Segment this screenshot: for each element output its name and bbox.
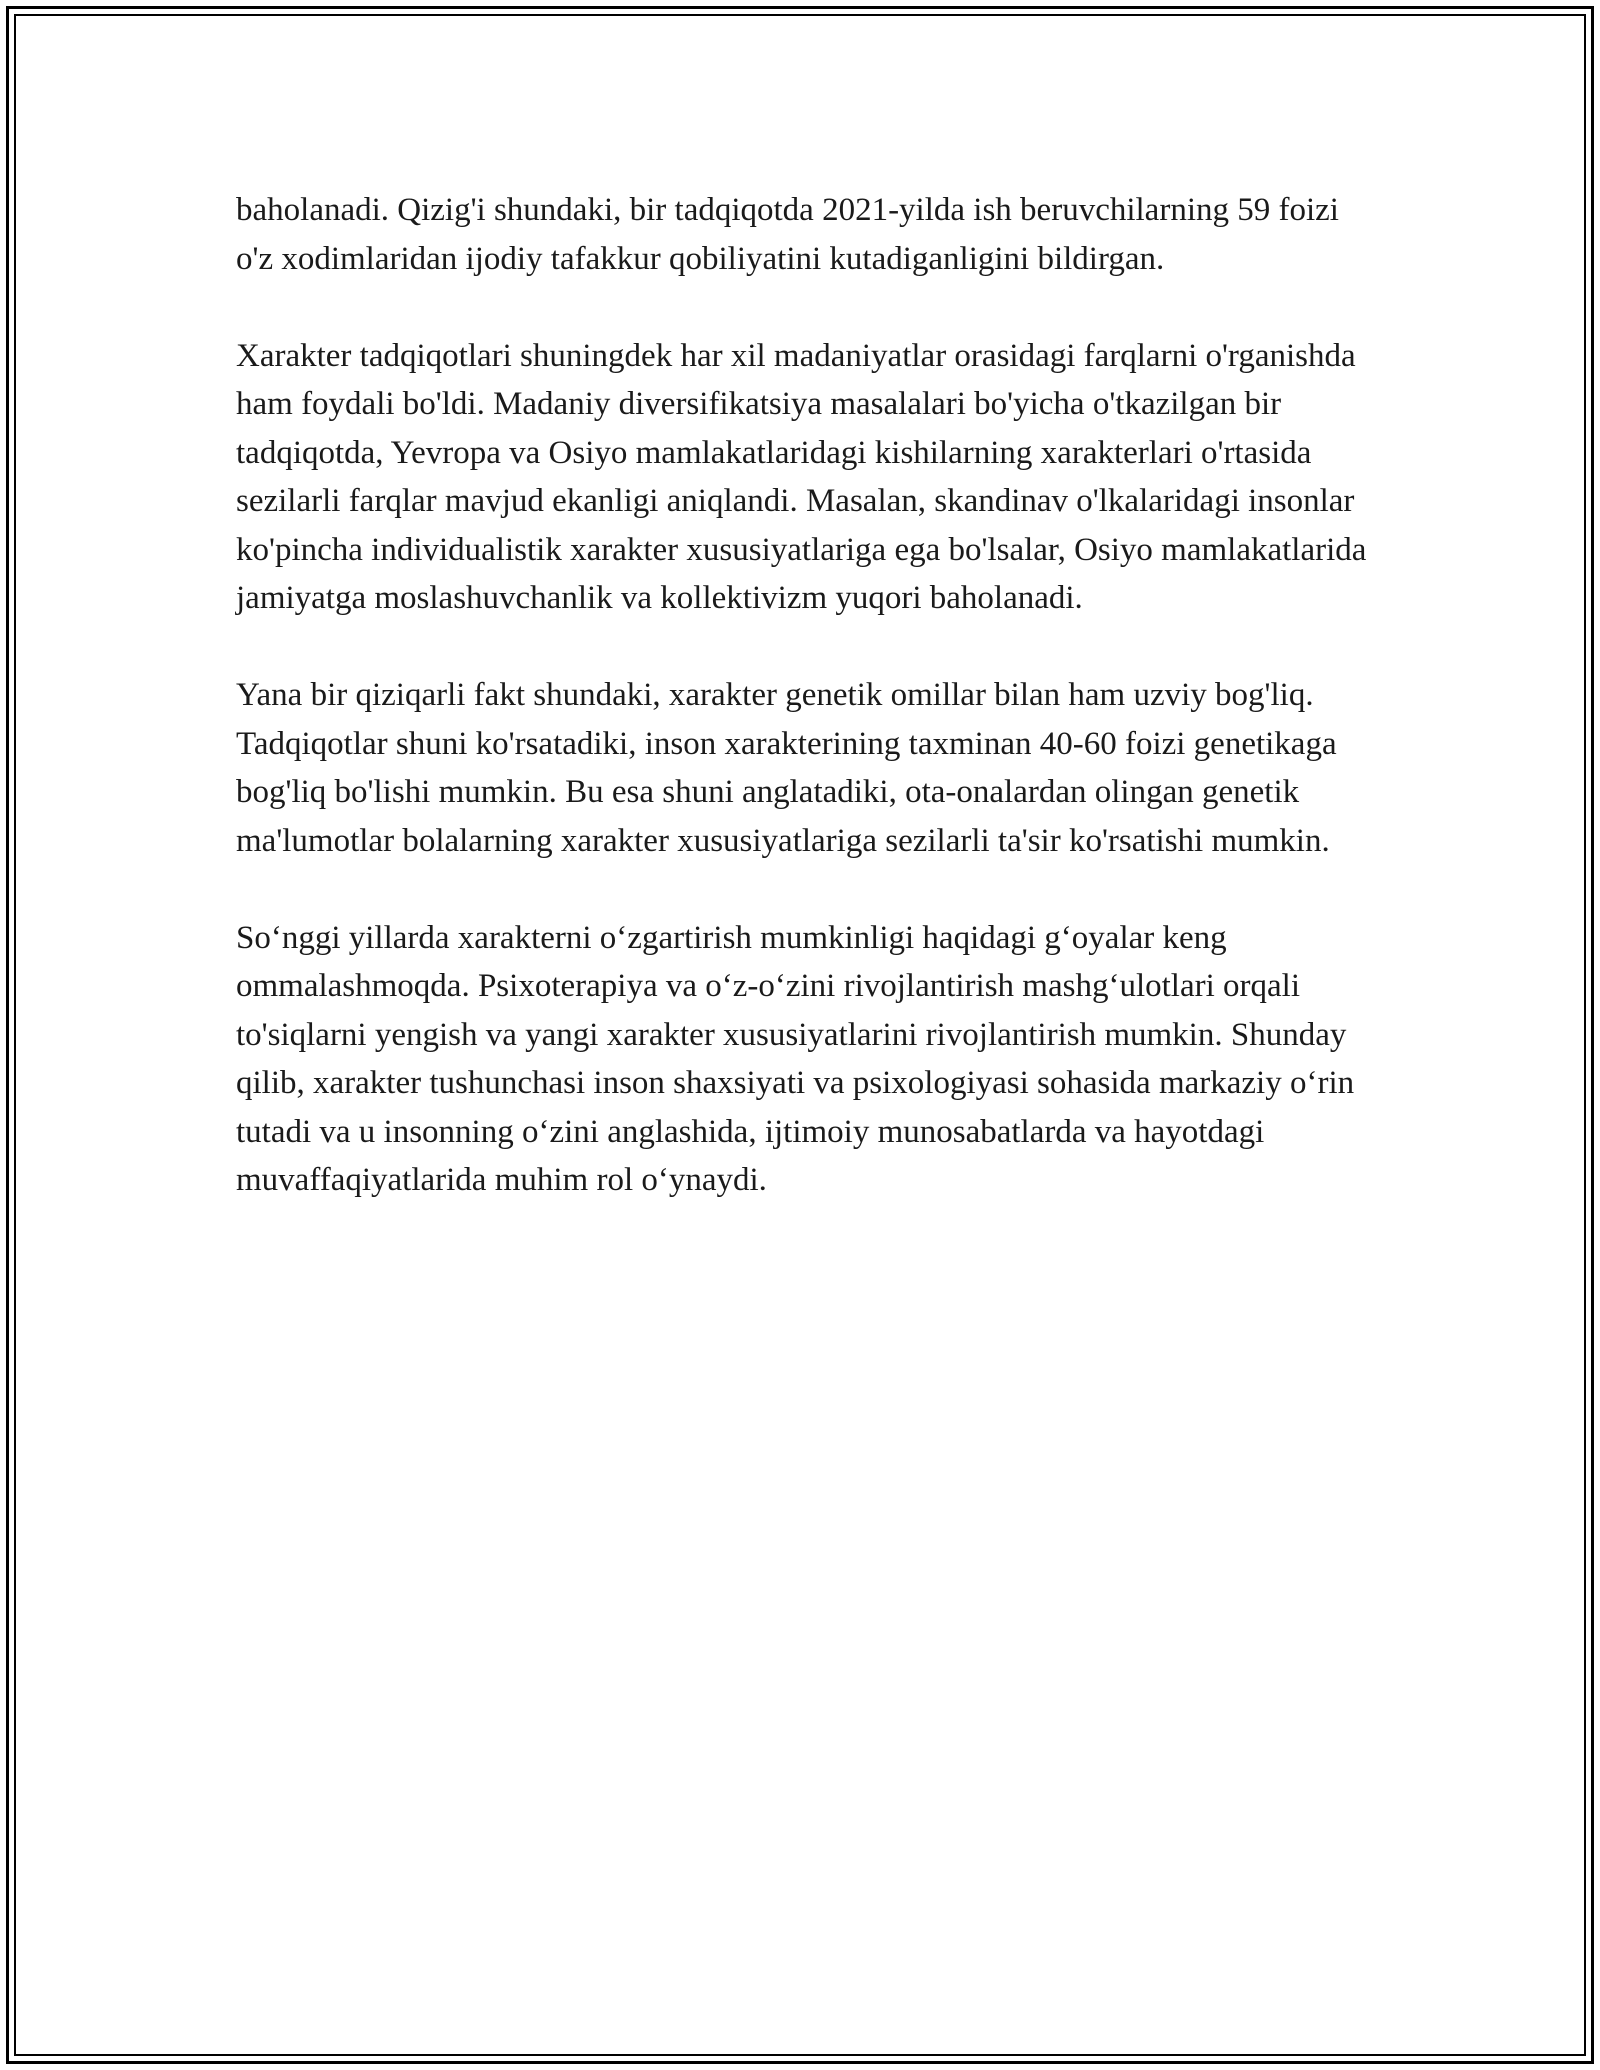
paragraph-1: baholanadi. Qizig'i shundaki, bir tadqiqotda 2021-yilda ish beruvchilarning 59 foizi o'z xodimlaridan ijodiy tafakkur qobiliyatini kutadiganligini bildirgan. [236, 192, 1339, 277]
document-body [236, 186, 1384, 1253]
paragraph-3: Yana bir qiziqarli fakt shundaki, xarakter genetik omillar bilan ham uzviy bog'liq. Tadqiqotlar shuni ko'rsatadiki, inson xarakterining taxminan 40-60 foizi genetikaga bog'liq bo'lishi mumkin. Bu esa shuni anglatadiki, ota-onalardan olingan genetik ma'lumotlar bolalarning xarakter xususiyatlariga sezilarli ta'sir ko'rsatishi mumkin. [236, 677, 1337, 859]
paragraph-4: So‘nggi yillarda xarakterni o‘zgartirish mumkinligi haqidagi g‘oyalar keng ommalashmoqda. Psixoterapiya va o‘z-o‘zini rivojlantirish mashg‘ulotlari orqali to'siqlarni yengish va yangi xarakter xususiyatlarini rivojlantirish mumkin. Shunday qilib, xarakter tushunchasi inson shaxsiyati va psixologiyasi sohasida markaziy o‘rin tutadi va u insonning o‘zini anglashida, ijtimoiy munosabatlarda va hayotdagi muvaffaqiyatlarida muhim rol o‘ynaydi. [236, 919, 1355, 1198]
paragraph-2: Xarakter tadqiqotlari shuningdek har xil madaniyatlar orasidagi farqlarni o'rganishda ham foydali bo'ldi. Madaniy diversifikatsiya masalalari bo'yicha o'tkazilgan bir tadqiqotda, Yevropa va Osiyo mamlakatlaridagi kishilarning xarakterlari o'rtasida sezilarli farqlar mavjud ekanligi aniqlandi. Masalan, skandinav o'lkalaridagi insonlar ko'pincha individualistik xarakter xususiyatlariga ega bo'lsalar, Osiyo mamlakatlarida jamiyatga moslashuvchanlik va kollektivizm yuqori baholanadi. [236, 337, 1367, 616]
